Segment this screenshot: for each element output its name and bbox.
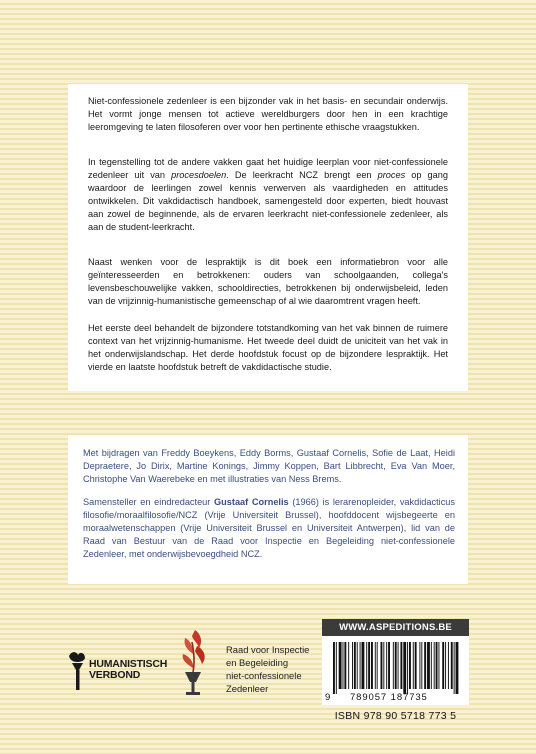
blurb-paragraph-4: Het eerste deel behandelt de bijzondere totstandkoming van het vak binnen de ruimere context van het vrijzinnig-humanisme. Het tweede deel duidt de uniciteit van het vak in het onderwijslandschap. Het derde hoofdstuk focust op de bijzondere lespraktijk. Het vierde en laatste hoofdstuk betreft de vakdidactische studie. <box>88 323 448 372</box>
hv-line-1: HUMANISTISCH <box>89 658 168 670</box>
publisher-website: WWW.ASPEDITIONS.BE <box>322 619 469 636</box>
editor-text <box>83 496 455 561</box>
humanistisch-verbond-wordmark <box>89 659 167 681</box>
barcode-digits: 789057 187735 <box>350 692 428 703</box>
blurb-p2-part-a: In tegenstelling tot de andere vakken gaat het huidige leerplan voor niet-confessionele zedenleer uit van <box>88 157 448 180</box>
raad-line-1: Raad voor Inspectie <box>226 644 310 655</box>
blurb-p2-part-c: op gang waardoor de leerlingen zowel kennis verwerven als vaardigheden en attitudes ontwikkelen. Dit vakdidactisch handboek, samengesteld door experten, biedt houvast aan zowel de beginnende, als de ervaren leerkracht niet-confessionele zedenleer, als aan de student-leerkracht. <box>88 170 448 232</box>
raad-line-3: niet-confessionele <box>226 670 302 681</box>
blurb-p2-part-b: . De leerkracht NCZ brengt een <box>226 170 378 180</box>
blurb-paragraph-2 <box>88 156 448 234</box>
barcode-bars <box>333 642 459 694</box>
hv-line-2: VERBOND <box>89 669 141 681</box>
raad-line-4: Zedenleer <box>226 683 269 694</box>
raad-inspectie-emblem <box>175 624 211 702</box>
blurb-p2-emphasis-proces: proces <box>377 170 406 180</box>
editor-name: Gustaaf Cornelis <box>214 497 289 507</box>
blurb-paragraph-3: Naast wenken voor de lespraktijk is dit boek een informatiebron voor alle geïnteresseerden en betrokkenen: ouders van schoolgaanden, collega's levensbeschouwelijke vakken, schooldirecties, betrokkenen bij onderwijsbeleid, leden van de vrijzinnig-humanistische gemeenschap of al wie daaromtrent vragen heeft. <box>88 257 448 306</box>
blurb-p2-emphasis-procesdoelen: procesdoelen <box>171 170 227 180</box>
barcode <box>322 636 469 705</box>
blurb-paragraph-1: Niet-confessionele zedenleer is een bijzonder vak in het basis- en secundair onderwijs. Het vormt jonge mensen tot actieve wereldburgers door hen in een krachtige leeromgeving te laten filosoferen over voor hen pertinente ethische vraagstukken. <box>88 96 448 132</box>
editor-prefix: Samensteller en eindredacteur <box>83 497 215 507</box>
editor-bio: (1966) is lerarenopleider, vakdidacticus filosofie/moraalfilosofie/NCZ (Vrije Universiteit Brussel), hoofddocent wijsbegeerte en moraalwetenschappen (Vrije Universiteit Brussel en Universiteit Antwerpen), lid van de Raad van Bestuur van de Raad voor Inspectie en Begeleiding niet-confessionele Zedenleer, met onderwijsbevoegdheid NCZ. <box>83 497 455 559</box>
torch-icon <box>66 650 88 692</box>
isbn-number: ISBN 978 90 5718 773 5 <box>334 710 457 722</box>
contributors-text: Met bijdragen van Freddy Boeykens, Eddy Borms, Gustaaf Cornelis, Sofie de Laat, Heidi Depraetere, Jo Dirix, Martine Konings, Jimmy Koppen, Bart Libbrecht, Eva Van Moer, Christophe Van Waerebeke en met illustraties van Ness Brems. <box>83 448 455 484</box>
humanistisch-verbond-logo <box>66 650 176 692</box>
raad-line-2: en Begeleiding <box>226 657 289 668</box>
raad-inspectie-label <box>226 643 309 695</box>
barcode-first-digit: 9 <box>325 692 331 703</box>
